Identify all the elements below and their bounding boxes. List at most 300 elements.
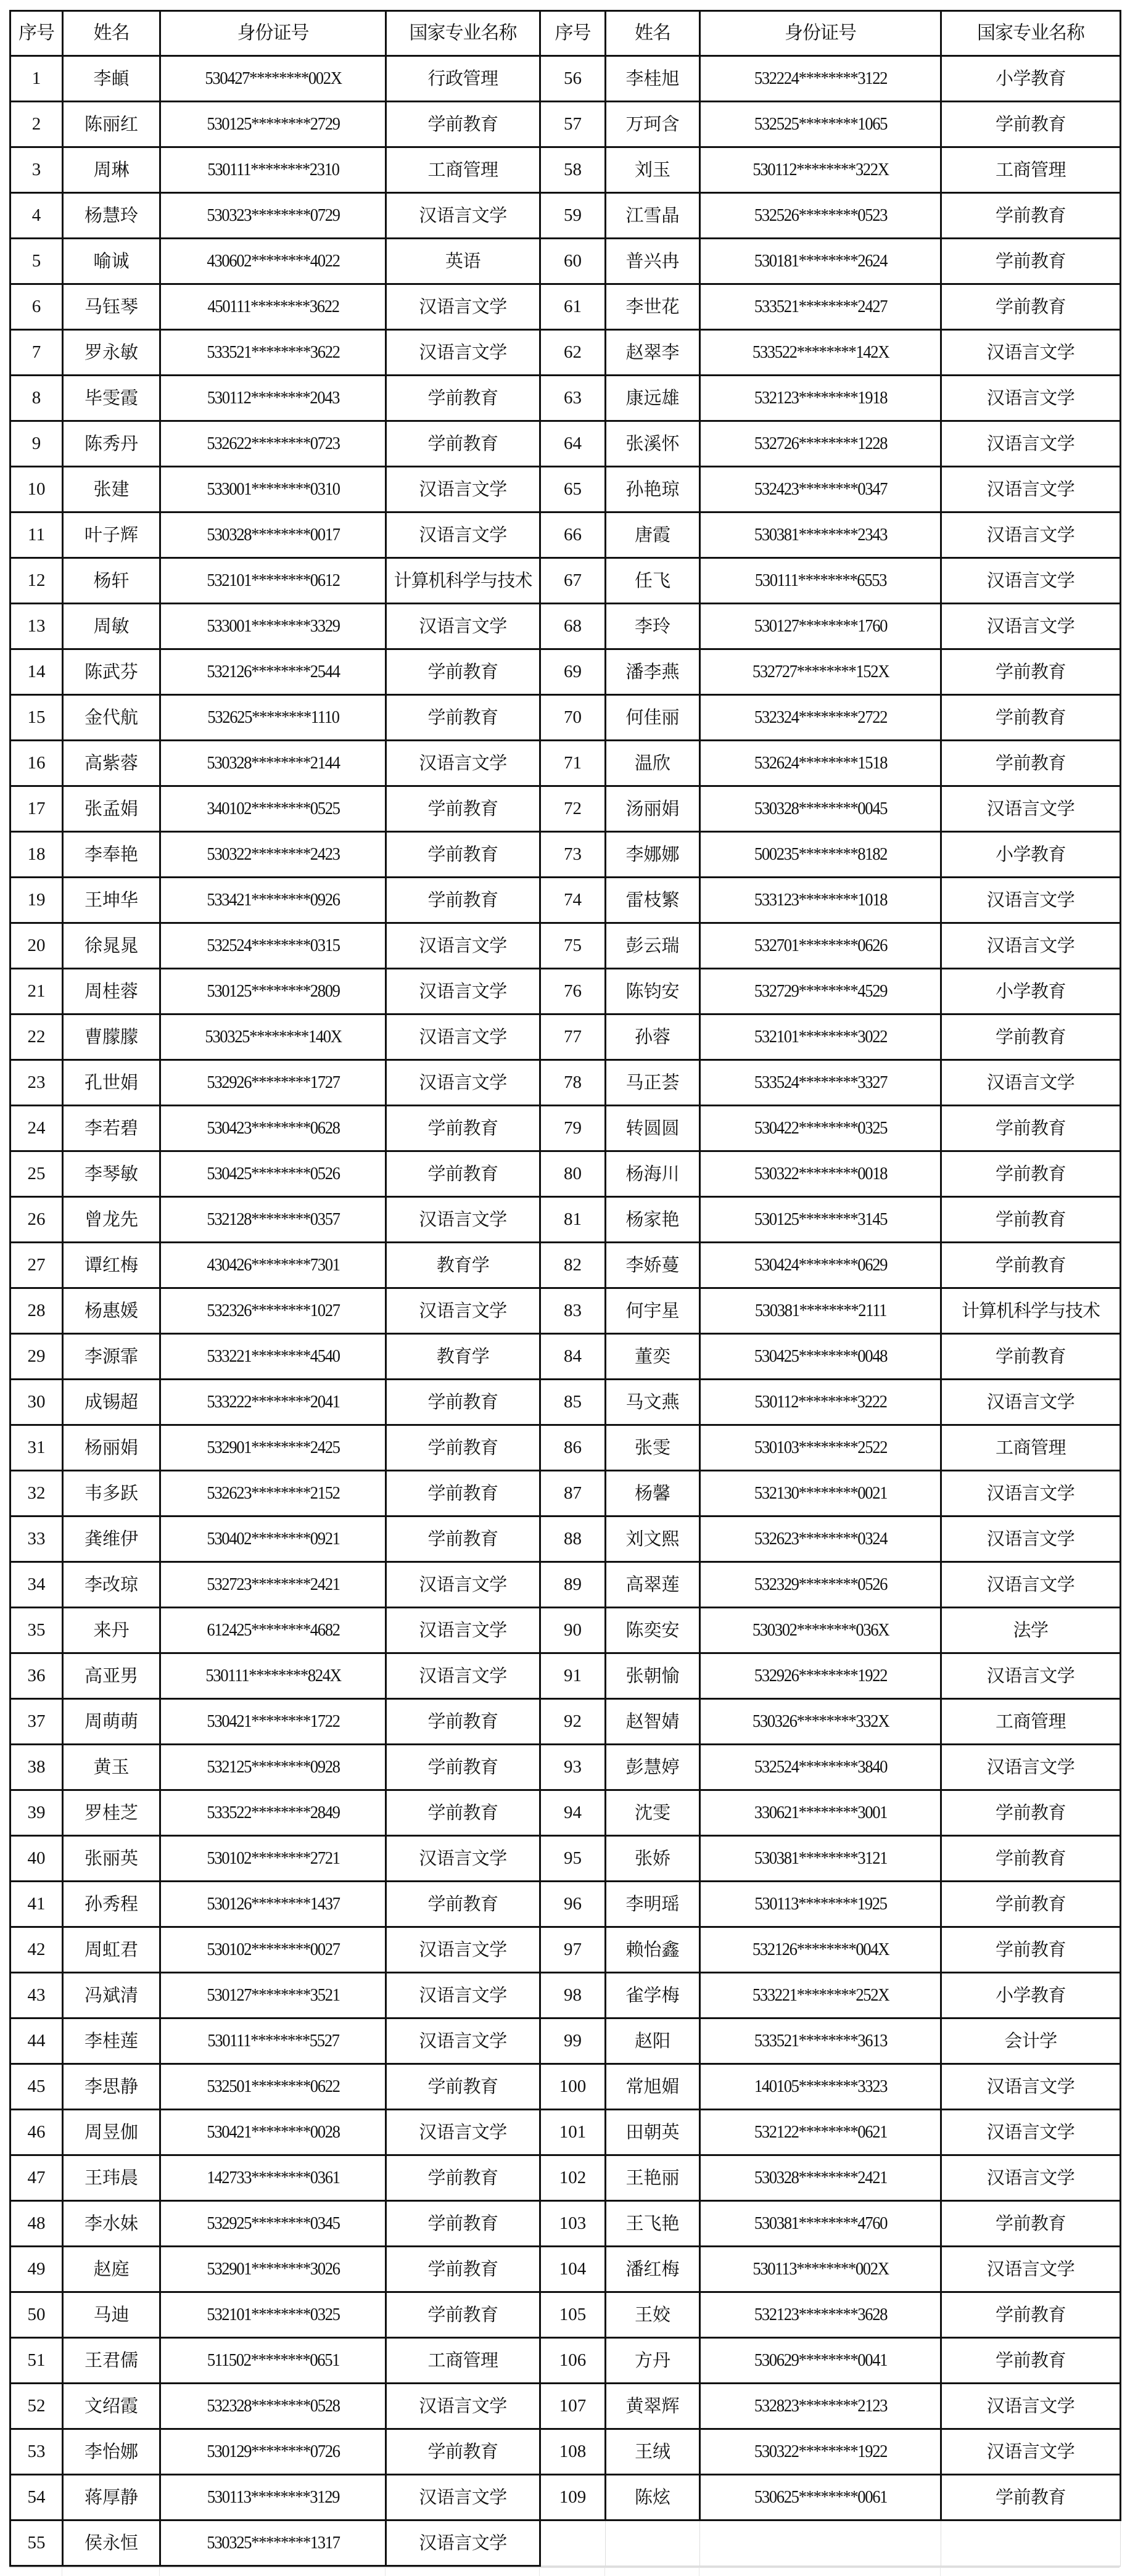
major-cell: 汉语言文学 [386, 2018, 540, 2064]
name-cell: 李桂旭 [606, 56, 700, 102]
id-number-cell: 532727********152X [709, 649, 931, 695]
id-number-cell: 532328********0528 [169, 2384, 377, 2429]
table-row [10, 741, 1121, 786]
major-cell: 汉语言文学 [386, 2520, 540, 2566]
id-number-cell: 530112********2043 [169, 376, 377, 421]
table-row [10, 1927, 1121, 1973]
name-cell: 张溪怀 [606, 421, 700, 467]
major-cell: 汉语言文学 [941, 1562, 1121, 1608]
name-cell: 李桂莲 [63, 2018, 160, 2064]
name-cell: 周昱伽 [63, 2110, 160, 2155]
seq-cell: 87 [540, 1471, 606, 1516]
id-number-cell: 530325********140X [169, 1014, 377, 1060]
id-number-cell: 450111********3622 [169, 284, 377, 330]
table-row [10, 2064, 1121, 2110]
id-number-cell: 532623********2152 [169, 1471, 377, 1516]
major-cell: 汉语言文学 [941, 878, 1121, 923]
seq-cell: 81 [540, 1197, 606, 1243]
seq-cell: 9 [10, 421, 63, 467]
id-number-cell: 532525********1065 [709, 102, 931, 147]
id-number-cell: 532123********1918 [709, 376, 931, 421]
major-cell: 汉语言文学 [386, 2110, 540, 2155]
empty-cell [941, 2520, 1121, 2566]
id-number-cell: 532701********0626 [709, 923, 931, 969]
name-cell: 任飞 [606, 558, 700, 604]
seq-cell: 15 [10, 695, 63, 741]
table-row [10, 2247, 1121, 2292]
seq-cell: 57 [540, 102, 606, 147]
seq-cell: 20 [10, 923, 63, 969]
seq-cell: 71 [540, 741, 606, 786]
id-number-cell: 530629********0041 [709, 2338, 931, 2384]
major-cell: 计算机科学与技术 [941, 1288, 1121, 1334]
seq-cell: 47 [10, 2155, 63, 2201]
id-number-cell: 530381********4760 [709, 2201, 931, 2247]
id-number-cell: 530381********2343 [709, 512, 931, 558]
id-number-cell: 532622********0723 [169, 421, 377, 467]
seq-cell: 53 [10, 2429, 63, 2475]
id-number-cell: 532625********1110 [169, 695, 377, 741]
name-cell: 李思静 [63, 2064, 160, 2110]
name-cell: 江雪晶 [606, 193, 700, 239]
gridline [604, 2568, 605, 2576]
major-cell: 学前教育 [386, 1106, 540, 1151]
seq-cell: 6 [10, 284, 63, 330]
table-row [10, 2384, 1121, 2429]
table-row [10, 1060, 1121, 1106]
major-cell: 学前教育 [941, 2201, 1121, 2247]
major-cell: 学前教育 [386, 2247, 540, 2292]
major-cell: 汉语言文学 [941, 558, 1121, 604]
major-cell: 学前教育 [941, 1836, 1121, 1882]
id-number-cell: 530126********1437 [169, 1882, 377, 1927]
name-cell: 马钰琴 [63, 284, 160, 330]
major-cell: 汉语言文学 [941, 330, 1121, 376]
major-cell: 学前教育 [941, 1243, 1121, 1288]
name-cell: 王君儒 [63, 2338, 160, 2384]
seq-cell: 34 [10, 1562, 63, 1608]
seq-cell: 63 [540, 376, 606, 421]
id-number-cell: 340102********0525 [169, 786, 377, 832]
id-number-cell: 533521********3613 [709, 2018, 931, 2064]
name-cell: 彭云瑞 [606, 923, 700, 969]
name-cell: 杨轩 [63, 558, 160, 604]
major-cell: 教育学 [386, 1243, 540, 1288]
id-number-cell: 530322********1922 [709, 2429, 931, 2475]
roster-table [9, 10, 1121, 2567]
name-cell: 韦多跃 [63, 1471, 160, 1516]
name-cell: 孙艳琼 [606, 467, 700, 512]
table-row [10, 649, 1121, 695]
seq-cell: 44 [10, 2018, 63, 2064]
major-cell: 学前教育 [941, 1197, 1121, 1243]
seq-cell: 32 [10, 1471, 63, 1516]
id-number-cell: 532326********1027 [169, 1288, 377, 1334]
id-number-cell: 532623********0324 [709, 1516, 931, 1562]
table-row [10, 1790, 1121, 1836]
major-cell: 学前教育 [941, 284, 1121, 330]
major-cell: 汉语言文学 [386, 1197, 540, 1243]
major-cell: 汉语言文学 [941, 1060, 1121, 1106]
name-cell: 陈奕安 [606, 1608, 700, 1653]
seq-cell: 29 [10, 1334, 63, 1380]
major-cell: 学前教育 [386, 786, 540, 832]
table-row [10, 923, 1121, 969]
major-cell: 学前教育 [386, 2292, 540, 2338]
major-cell: 汉语言文学 [386, 1927, 540, 1973]
name-cell: 罗永敏 [63, 330, 160, 376]
name-cell: 王玮晨 [63, 2155, 160, 2201]
name-cell: 孔世娟 [63, 1060, 160, 1106]
major-cell: 学前教育 [941, 1106, 1121, 1151]
name-cell: 张雯 [606, 1425, 700, 1471]
header-id: 身份证号 [160, 11, 386, 56]
major-cell: 学前教育 [386, 1151, 540, 1197]
major-cell: 汉语言文学 [386, 1562, 540, 1608]
name-cell: 万珂含 [606, 102, 700, 147]
gridline [940, 2568, 941, 2576]
major-cell: 会计学 [941, 2018, 1121, 2064]
seq-cell: 39 [10, 1790, 63, 1836]
id-number-cell: 530423********0628 [169, 1106, 377, 1151]
id-number-cell: 530325********1317 [169, 2520, 377, 2566]
major-cell: 学前教育 [386, 695, 540, 741]
name-cell: 沈雯 [606, 1790, 700, 1836]
seq-cell: 106 [540, 2338, 606, 2384]
major-cell: 学前教育 [386, 1425, 540, 1471]
major-cell: 工商管理 [941, 1425, 1121, 1471]
major-cell: 汉语言文学 [386, 741, 540, 786]
id-number-cell: 530381********2111 [709, 1288, 931, 1334]
seq-cell: 69 [540, 649, 606, 695]
major-cell: 汉语言文学 [941, 2110, 1121, 2155]
id-number-cell: 532926********1727 [169, 1060, 377, 1106]
major-cell: 汉语言文学 [941, 512, 1121, 558]
major-cell: 汉语言文学 [941, 2247, 1121, 2292]
major-cell: 学前教育 [386, 878, 540, 923]
name-cell: 王绒 [606, 2429, 700, 2475]
name-cell: 陈秀丹 [63, 421, 160, 467]
id-number-cell: 532423********0347 [709, 467, 931, 512]
id-number-cell: 533001********3329 [169, 604, 377, 649]
name-cell: 陈钧安 [606, 969, 700, 1014]
seq-cell: 45 [10, 2064, 63, 2110]
seq-cell: 101 [540, 2110, 606, 2155]
seq-cell: 14 [10, 649, 63, 695]
table-row [10, 1380, 1121, 1425]
name-cell: 何宇星 [606, 1288, 700, 1334]
id-number-cell: 530402********0921 [169, 1516, 377, 1562]
table-row [10, 2201, 1121, 2247]
seq-cell: 92 [540, 1699, 606, 1745]
seq-cell: 97 [540, 1927, 606, 1973]
seq-cell: 22 [10, 1014, 63, 1060]
id-number-cell: 530111********5527 [169, 2018, 377, 2064]
id-number-cell: 533221********4540 [169, 1334, 377, 1380]
seq-cell: 25 [10, 1151, 63, 1197]
header-major: 国家专业名称 [941, 11, 1121, 56]
id-number-cell: 532501********0622 [169, 2064, 377, 2110]
seq-cell: 61 [540, 284, 606, 330]
id-number-cell: 532901********3026 [169, 2247, 377, 2292]
seq-cell: 31 [10, 1425, 63, 1471]
major-cell: 汉语言文学 [941, 2384, 1121, 2429]
name-cell: 陈武芬 [63, 649, 160, 695]
table-row [10, 969, 1121, 1014]
major-cell: 汉语言文学 [386, 1060, 540, 1106]
name-cell: 赵翠李 [606, 330, 700, 376]
id-number-cell: 530625********0061 [709, 2475, 931, 2520]
id-number-cell: 530111********824X [169, 1653, 377, 1699]
name-cell: 李玲 [606, 604, 700, 649]
id-number-cell: 530181********2624 [709, 239, 931, 284]
id-number-cell: 530127********1760 [709, 604, 931, 649]
major-cell: 学前教育 [941, 1882, 1121, 1927]
name-cell: 董奕 [606, 1334, 700, 1380]
id-number-cell: 533001********0310 [169, 467, 377, 512]
id-number-cell: 532126********004X [709, 1927, 931, 1973]
name-cell: 温欣 [606, 741, 700, 786]
name-cell: 刘玉 [606, 147, 700, 193]
id-number-cell: 532123********3628 [709, 2292, 931, 2338]
seq-cell: 91 [540, 1653, 606, 1699]
seq-cell: 26 [10, 1197, 63, 1243]
seq-cell: 38 [10, 1745, 63, 1790]
seq-cell: 4 [10, 193, 63, 239]
seq-cell: 7 [10, 330, 63, 376]
id-number-cell: 532122********0621 [709, 2110, 931, 2155]
seq-cell: 48 [10, 2201, 63, 2247]
id-number-cell: 533222********2041 [169, 1380, 377, 1425]
seq-cell: 50 [10, 2292, 63, 2338]
id-number-cell: 533522********142X [709, 330, 931, 376]
seq-cell: 62 [540, 330, 606, 376]
seq-cell: 11 [10, 512, 63, 558]
name-cell: 曾龙先 [63, 1197, 160, 1243]
name-cell: 毕雯霞 [63, 376, 160, 421]
name-cell: 李改琼 [63, 1562, 160, 1608]
id-number-cell: 530322********0018 [709, 1151, 931, 1197]
id-number-cell: 530112********322X [709, 147, 931, 193]
table-row [10, 695, 1121, 741]
major-cell: 计算机科学与技术 [386, 558, 540, 604]
major-cell: 学前教育 [941, 102, 1121, 147]
gridline [159, 2568, 160, 2576]
major-cell: 学前教育 [941, 1334, 1121, 1380]
id-number-cell: 530322********2423 [169, 832, 377, 878]
id-number-cell: 532324********2722 [709, 695, 931, 741]
seq-cell: 64 [540, 421, 606, 467]
id-number-cell: 532101********3022 [709, 1014, 931, 1060]
seq-cell: 42 [10, 1927, 63, 1973]
major-cell: 学前教育 [941, 649, 1121, 695]
id-number-cell: 533521********3622 [169, 330, 377, 376]
major-cell: 汉语言文学 [386, 284, 540, 330]
name-cell: 李若碧 [63, 1106, 160, 1151]
id-number-cell: 532130********0021 [709, 1471, 931, 1516]
id-number-cell: 530125********3145 [709, 1197, 931, 1243]
seq-cell: 30 [10, 1380, 63, 1425]
major-cell: 学前教育 [941, 2292, 1121, 2338]
major-cell: 汉语言文学 [941, 421, 1121, 467]
name-cell: 张娇 [606, 1836, 700, 1882]
name-cell: 田朝英 [606, 2110, 700, 2155]
seq-cell: 90 [540, 1608, 606, 1653]
id-number-cell: 532926********1922 [709, 1653, 931, 1699]
id-number-cell: 530421********1722 [169, 1699, 377, 1745]
major-cell: 工商管理 [941, 1699, 1121, 1745]
seq-cell: 84 [540, 1334, 606, 1380]
major-cell: 学前教育 [941, 1927, 1121, 1973]
major-cell: 汉语言文学 [941, 1745, 1121, 1790]
id-number-cell: 532126********2544 [169, 649, 377, 695]
id-number-cell: 500235********8182 [709, 832, 931, 878]
major-cell: 学前教育 [386, 2201, 540, 2247]
gridline [385, 2568, 386, 2576]
major-cell: 学前教育 [941, 1151, 1121, 1197]
seq-cell: 65 [540, 467, 606, 512]
name-cell: 李明瑶 [606, 1882, 700, 1927]
seq-cell: 28 [10, 1288, 63, 1334]
seq-cell: 99 [540, 2018, 606, 2064]
seq-cell: 52 [10, 2384, 63, 2429]
table-row [10, 558, 1121, 604]
name-cell: 杨惠媛 [63, 1288, 160, 1334]
name-cell: 马迪 [63, 2292, 160, 2338]
major-cell: 学前教育 [386, 2429, 540, 2475]
name-cell: 周琳 [63, 147, 160, 193]
name-cell: 李頔 [63, 56, 160, 102]
id-number-cell: 533221********252X [709, 1973, 931, 2018]
name-cell: 金代航 [63, 695, 160, 741]
seq-cell: 35 [10, 1608, 63, 1653]
major-cell: 汉语言文学 [941, 2429, 1121, 2475]
major-cell: 汉语言文学 [386, 969, 540, 1014]
id-number-cell: 532524********3840 [709, 1745, 931, 1790]
seq-cell: 59 [540, 193, 606, 239]
table-row [10, 1699, 1121, 1745]
name-cell: 张丽英 [63, 1836, 160, 1882]
name-cell: 潘红梅 [606, 2247, 700, 2292]
name-cell: 王艳丽 [606, 2155, 700, 2201]
table-row [10, 1653, 1121, 1699]
name-cell: 张建 [63, 467, 160, 512]
table-row [10, 604, 1121, 649]
id-number-cell: 532329********0526 [709, 1562, 931, 1608]
seq-cell: 82 [540, 1243, 606, 1288]
table-row [10, 2520, 1121, 2566]
id-number-cell: 430426********7301 [169, 1243, 377, 1288]
table-row [10, 878, 1121, 923]
major-cell: 汉语言文学 [386, 1973, 540, 2018]
name-cell: 马正荟 [606, 1060, 700, 1106]
header-row [10, 11, 1121, 56]
name-cell: 罗桂芝 [63, 1790, 160, 1836]
id-number-cell: 530103********2522 [709, 1425, 931, 1471]
id-number-cell: 530422********0325 [709, 1106, 931, 1151]
name-cell: 王坤华 [63, 878, 160, 923]
id-number-cell: 530111********6553 [709, 558, 931, 604]
major-cell: 学前教育 [941, 695, 1121, 741]
major-cell: 学前教育 [386, 1699, 540, 1745]
table-row [10, 376, 1121, 421]
major-cell: 学前教育 [386, 376, 540, 421]
seq-cell: 104 [540, 2247, 606, 2292]
major-cell: 汉语言文学 [941, 923, 1121, 969]
id-number-cell: 532224********3122 [709, 56, 931, 102]
seq-cell: 109 [540, 2475, 606, 2520]
seq-cell: 85 [540, 1380, 606, 1425]
seq-cell: 105 [540, 2292, 606, 2338]
major-cell: 汉语言文学 [941, 1653, 1121, 1699]
id-number-cell: 530129********0726 [169, 2429, 377, 2475]
name-cell: 龚维伊 [63, 1516, 160, 1562]
major-cell: 汉语言文学 [941, 604, 1121, 649]
major-cell: 汉语言文学 [941, 2155, 1121, 2201]
table-row [10, 1425, 1121, 1471]
seq-cell: 88 [540, 1516, 606, 1562]
table-row [10, 1197, 1121, 1243]
name-cell: 何佳丽 [606, 695, 700, 741]
seq-cell: 37 [10, 1699, 63, 1745]
roster-body [10, 56, 1121, 2566]
major-cell: 小学教育 [941, 969, 1121, 1014]
table-row [10, 284, 1121, 330]
seq-cell: 8 [10, 376, 63, 421]
seq-cell: 70 [540, 695, 606, 741]
seq-cell: 18 [10, 832, 63, 878]
name-cell: 冯斌清 [63, 1973, 160, 2018]
major-cell: 小学教育 [941, 1973, 1121, 2018]
major-cell: 工商管理 [386, 2338, 540, 2384]
table-row [10, 1106, 1121, 1151]
seq-cell: 23 [10, 1060, 63, 1106]
id-number-cell: 532823********2123 [709, 2384, 931, 2429]
major-cell: 汉语言文学 [386, 512, 540, 558]
seq-cell: 79 [540, 1106, 606, 1151]
id-number-cell: 530113********1925 [709, 1882, 931, 1927]
id-number-cell: 530113********002X [709, 2247, 931, 2292]
major-cell: 汉语言文学 [941, 467, 1121, 512]
seq-cell: 89 [540, 1562, 606, 1608]
empty-cell [709, 2520, 931, 2566]
major-cell: 学前教育 [941, 193, 1121, 239]
table-row [10, 1243, 1121, 1288]
seq-cell: 60 [540, 239, 606, 284]
major-cell: 汉语言文学 [941, 786, 1121, 832]
seq-cell: 74 [540, 878, 606, 923]
major-cell: 学前教育 [386, 1882, 540, 1927]
major-cell: 汉语言文学 [386, 2384, 540, 2429]
name-cell: 张孟娟 [63, 786, 160, 832]
major-cell: 汉语言文学 [386, 1288, 540, 1334]
major-cell: 汉语言文学 [386, 193, 540, 239]
header-name: 姓名 [606, 11, 700, 56]
table-row [10, 1608, 1121, 1653]
seq-cell: 94 [540, 1790, 606, 1836]
seq-cell: 24 [10, 1106, 63, 1151]
id-number-cell: 532624********1518 [709, 741, 931, 786]
id-number-cell: 532526********0523 [709, 193, 931, 239]
seq-cell: 5 [10, 239, 63, 284]
major-cell: 学前教育 [386, 1471, 540, 1516]
name-cell: 叶子辉 [63, 512, 160, 558]
seq-cell: 2 [10, 102, 63, 147]
name-cell: 孙蓉 [606, 1014, 700, 1060]
name-cell: 李水妹 [63, 2201, 160, 2247]
table-row [10, 2018, 1121, 2064]
id-number-cell: 530328********2421 [709, 2155, 931, 2201]
